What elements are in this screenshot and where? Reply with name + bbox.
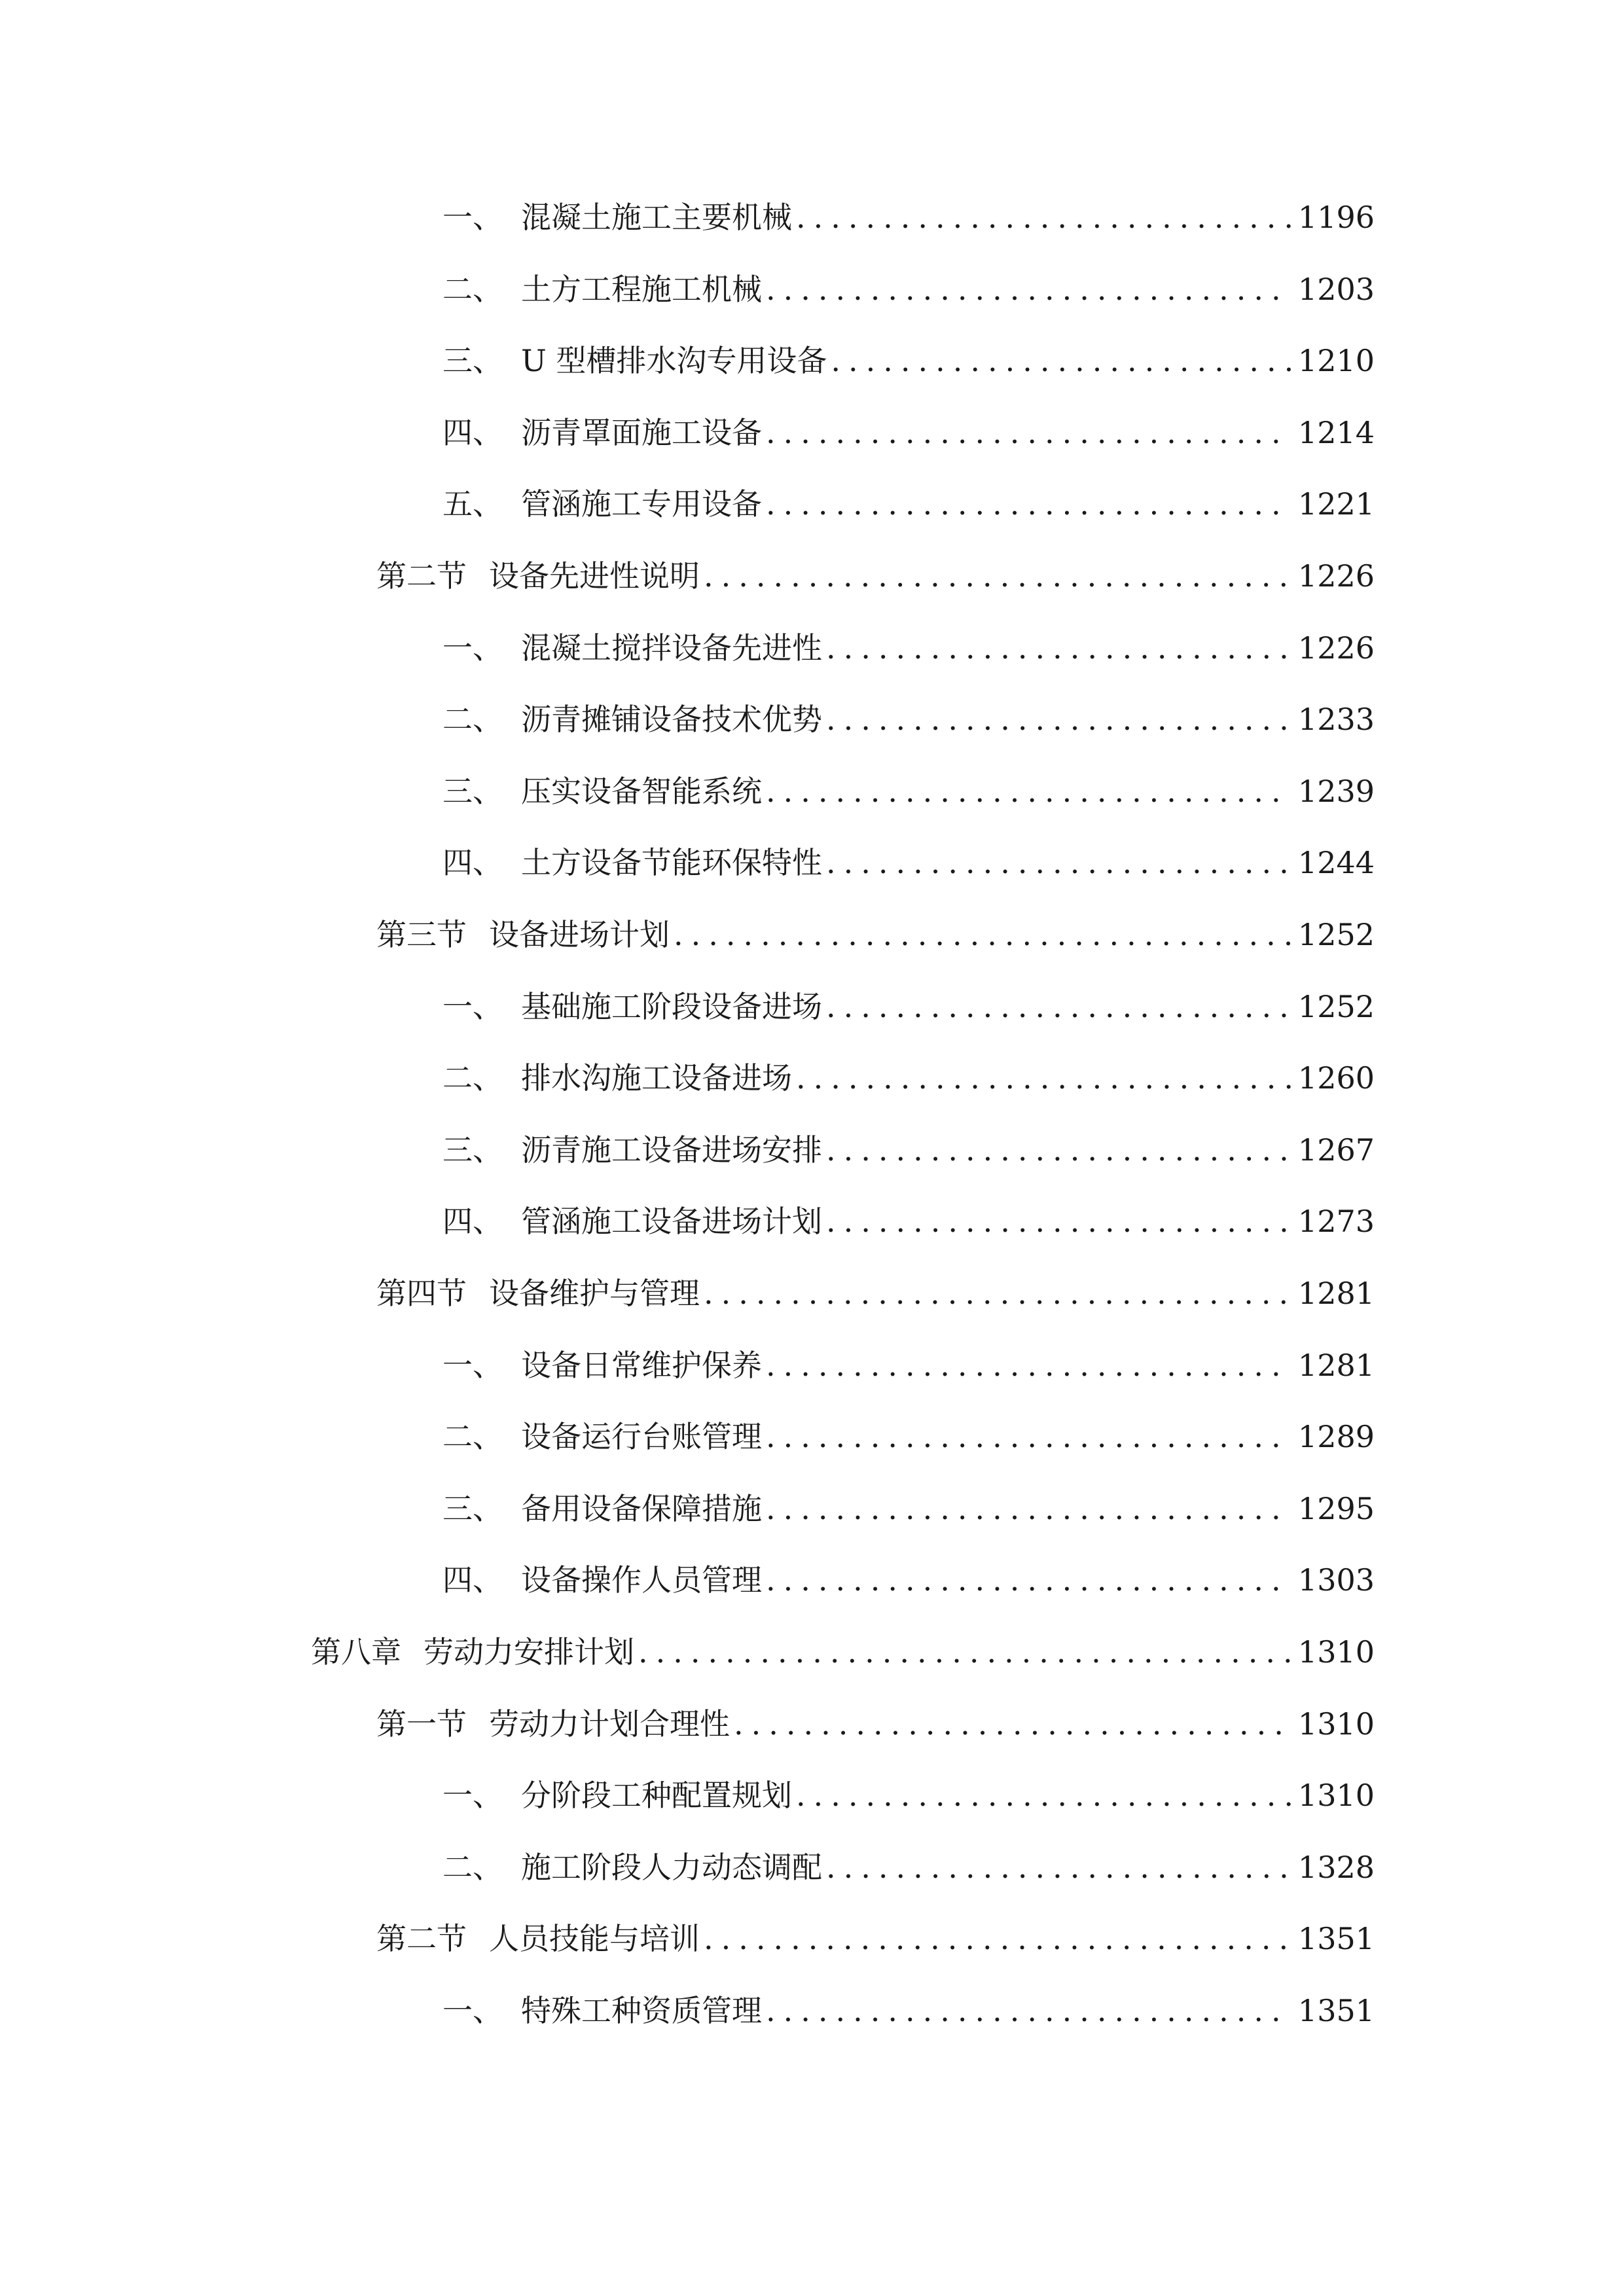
toc-entry-page-number: 1303 (1297, 1562, 1375, 1598)
toc-entry-label (442, 334, 827, 387)
toc-dot-leader (766, 1984, 1291, 2037)
toc-dot-leader (826, 980, 1291, 1033)
toc-entry-page-number: 1214 (1297, 415, 1375, 450)
toc-entry-label (311, 1626, 634, 1678)
toc-entry-page-number: 1239 (1297, 774, 1375, 809)
toc-dot-leader (766, 1339, 1291, 1391)
toc-dot-leader (638, 1626, 1291, 1678)
toc-entry-number: 二、 (442, 1850, 503, 1885)
toc-entry[interactable] (376, 1267, 1375, 1319)
toc-entry-page-number: 1295 (1297, 1491, 1375, 1526)
toc-entry-page-number: 1267 (1297, 1132, 1375, 1168)
toc-dot-leader (826, 836, 1291, 889)
toc-entry[interactable] (442, 1052, 1375, 1104)
toc-entry-title: 设备运行台账管理 (521, 1419, 762, 1454)
toc-entry-number: 一、 (442, 200, 503, 235)
toc-entry-title: 土方工程施工机械 (521, 272, 762, 307)
toc-entry[interactable] (442, 693, 1375, 745)
toc-entry-label (442, 263, 762, 315)
toc-entry[interactable] (442, 1841, 1375, 1893)
toc-entry[interactable] (442, 1984, 1375, 2037)
toc-entry[interactable] (442, 1482, 1375, 1535)
toc-entry[interactable] (376, 1912, 1375, 1965)
toc-entry[interactable] (442, 622, 1375, 674)
toc-entry-label (442, 1554, 762, 1606)
toc-entry-title: 劳动力计划合理性 (489, 1706, 730, 1742)
toc-entry-page-number: 1203 (1297, 272, 1375, 307)
toc-entry[interactable] (442, 836, 1375, 889)
toc-entry-title: 压实设备智能系统 (521, 774, 762, 809)
toc-entry[interactable] (442, 1124, 1375, 1176)
toc-entry-title: 混凝土施工主要机械 (521, 200, 792, 235)
toc-dot-leader (826, 693, 1291, 745)
toc-entry-number: 一、 (442, 989, 503, 1024)
toc-entry[interactable] (442, 1410, 1375, 1463)
toc-entry[interactable] (442, 1339, 1375, 1391)
toc-entry-number: 三、 (442, 343, 503, 378)
toc-entry-title: 基础施工阶段设备进场 (521, 989, 822, 1024)
toc-dot-leader (826, 622, 1291, 674)
toc-entry[interactable] (376, 908, 1375, 961)
toc-entry-page-number: 1310 (1297, 1634, 1375, 1670)
toc-entry-page-number: 1281 (1297, 1348, 1375, 1383)
toc-entry-number: 四、 (442, 415, 503, 450)
toc-entry-label (442, 478, 762, 530)
toc-entry-number: 一、 (442, 630, 503, 666)
toc-entry[interactable] (376, 550, 1375, 602)
toc-entry-number: 一、 (442, 1348, 503, 1383)
toc-entry-number: 二、 (442, 702, 503, 737)
toc-entry-page-number: 1252 (1297, 989, 1375, 1024)
toc-entry[interactable] (442, 1195, 1375, 1247)
toc-entry-number: 三、 (442, 1132, 503, 1168)
toc-entry-number: 三、 (442, 774, 503, 809)
toc-entry[interactable] (442, 263, 1375, 315)
toc-dot-leader (766, 1482, 1291, 1535)
toc-entry-title: 沥青摊铺设备技术优势 (521, 702, 822, 737)
toc-entry[interactable] (442, 1554, 1375, 1606)
toc-entry-number: 二、 (442, 1060, 503, 1096)
toc-entry-number: 一、 (442, 1993, 503, 2028)
toc-entry-label (442, 693, 822, 745)
toc-entry-label (442, 1769, 792, 1821)
toc-entry-number: 四、 (442, 845, 503, 880)
toc-entry-number: 三、 (442, 1491, 503, 1526)
toc-dot-leader (766, 1410, 1291, 1463)
toc-entry-label (376, 1698, 730, 1750)
toc-entry-number: 五、 (442, 486, 503, 522)
toc-entry-title: 劳动力安排计划 (424, 1634, 634, 1670)
toc-entry-label (376, 908, 670, 961)
toc-entry[interactable] (442, 406, 1375, 459)
toc-entry-number: 第八章 (311, 1634, 401, 1670)
toc-entry-page-number: 1351 (1297, 1921, 1375, 1956)
toc-entry-label (442, 1052, 792, 1104)
toc-entry-label (376, 1912, 700, 1965)
toc-entry[interactable] (376, 1698, 1375, 1750)
toc-entry-title: 排水沟施工设备进场 (521, 1060, 792, 1096)
toc-entry-page-number: 1260 (1297, 1060, 1375, 1096)
toc-entry-title: 管涵施工专用设备 (521, 486, 762, 522)
toc-entry-title: 设备日常维护保养 (521, 1348, 762, 1383)
toc-dot-leader (796, 1052, 1291, 1104)
toc-dot-leader (734, 1698, 1291, 1750)
toc-entry-title: 土方设备节能环保特性 (521, 845, 822, 880)
toc-entry-title: 施工阶段人力动态调配 (521, 1850, 822, 1885)
toc-entry-page-number: 1244 (1297, 845, 1375, 880)
toc-entry-number: 第二节 (376, 558, 467, 594)
toc-dot-leader (704, 1912, 1291, 1965)
toc-dot-leader (766, 765, 1291, 817)
toc-dot-leader (704, 550, 1291, 602)
toc-entry-page-number: 1289 (1297, 1419, 1375, 1454)
toc-entry-title: 沥青施工设备进场安排 (521, 1132, 822, 1168)
toc-entry-label (376, 550, 700, 602)
toc-entry[interactable] (442, 334, 1375, 387)
toc-entry-label (442, 1124, 822, 1176)
toc-dot-leader (796, 191, 1291, 243)
toc-entry-page-number: 1281 (1297, 1276, 1375, 1311)
toc-entry-page-number: 1310 (1297, 1778, 1375, 1813)
toc-dot-leader (766, 406, 1291, 459)
toc-entry[interactable] (442, 191, 1375, 243)
toc-entry-page-number: 1210 (1297, 343, 1375, 378)
toc-entry-title: 人员技能与培训 (489, 1921, 700, 1956)
toc-entry-title: 设备维护与管理 (489, 1276, 700, 1311)
toc-entry-page-number: 1328 (1297, 1850, 1375, 1885)
toc-entry-title: 沥青罩面施工设备 (521, 415, 762, 450)
toc-dot-leader (766, 478, 1291, 530)
toc-dot-leader (766, 263, 1291, 315)
toc-dot-leader (796, 1769, 1291, 1821)
toc-entry-number: 第二节 (376, 1921, 467, 1956)
toc-entry-page-number: 1233 (1297, 702, 1375, 737)
toc-entry-label (442, 980, 822, 1033)
toc-entry-page-number: 1252 (1297, 917, 1375, 952)
toc-entry-number: 一、 (442, 1778, 503, 1813)
toc-entry-label (442, 765, 762, 817)
toc-entry-label (442, 1482, 762, 1535)
toc-entry-title: 设备进场计划 (489, 917, 670, 952)
toc-entry-page-number: 1351 (1297, 1993, 1375, 2028)
toc-entry-title: 特殊工种资质管理 (521, 1993, 762, 2028)
toc-entry-page-number: 1226 (1297, 558, 1375, 594)
toc-entry-label (376, 1267, 700, 1319)
toc-entry-page-number: 1310 (1297, 1706, 1375, 1742)
toc-entry-number: 四、 (442, 1562, 503, 1598)
toc-entry-page-number: 1226 (1297, 630, 1375, 666)
toc-dot-leader (674, 908, 1291, 961)
toc-dot-leader (826, 1124, 1291, 1176)
toc-entry-page-number: 1273 (1297, 1204, 1375, 1239)
toc-entry-label (442, 836, 822, 889)
toc-dot-leader (826, 1841, 1291, 1893)
toc-dot-leader (826, 1195, 1291, 1247)
toc-dot-leader (831, 334, 1291, 387)
toc-entry-title: U 型槽排水沟专用设备 (521, 343, 827, 378)
toc-entry[interactable] (442, 765, 1375, 817)
toc-entry[interactable] (311, 1626, 1375, 1678)
toc-entry-title: 设备先进性说明 (489, 558, 700, 594)
toc-entry-title: 备用设备保障措施 (521, 1491, 762, 1526)
toc-entry-title: 管涵施工设备进场计划 (521, 1204, 822, 1239)
toc-entry-page-number: 1196 (1297, 200, 1375, 235)
toc-entry-label (442, 1339, 762, 1391)
toc-dot-leader (704, 1267, 1291, 1319)
toc-entry-label (442, 191, 792, 243)
toc-dot-leader (766, 1554, 1291, 1606)
toc-entry-label (442, 1984, 762, 2037)
toc-entry-number: 二、 (442, 1419, 503, 1454)
toc-entry-number: 四、 (442, 1204, 503, 1239)
toc-entry-number: 第四节 (376, 1276, 467, 1311)
toc-entry-title: 分阶段工种配置规划 (521, 1778, 792, 1813)
toc-entry-number: 第三节 (376, 917, 467, 952)
toc-entry-label (442, 1195, 822, 1247)
toc-entry-title: 混凝土搅拌设备先进性 (521, 630, 822, 666)
toc-entry-label (442, 1410, 762, 1463)
toc-entry[interactable] (442, 980, 1375, 1033)
toc-entry-label (442, 1841, 822, 1893)
toc-entry-page-number: 1221 (1297, 486, 1375, 522)
toc-entry[interactable] (442, 478, 1375, 530)
toc-entry-label (442, 622, 822, 674)
toc-entry-label (442, 406, 762, 459)
toc-entry-title: 设备操作人员管理 (521, 1562, 762, 1598)
toc-entry[interactable] (442, 1769, 1375, 1821)
toc-entry-number: 第一节 (376, 1706, 467, 1742)
toc-entry-number: 二、 (442, 272, 503, 307)
